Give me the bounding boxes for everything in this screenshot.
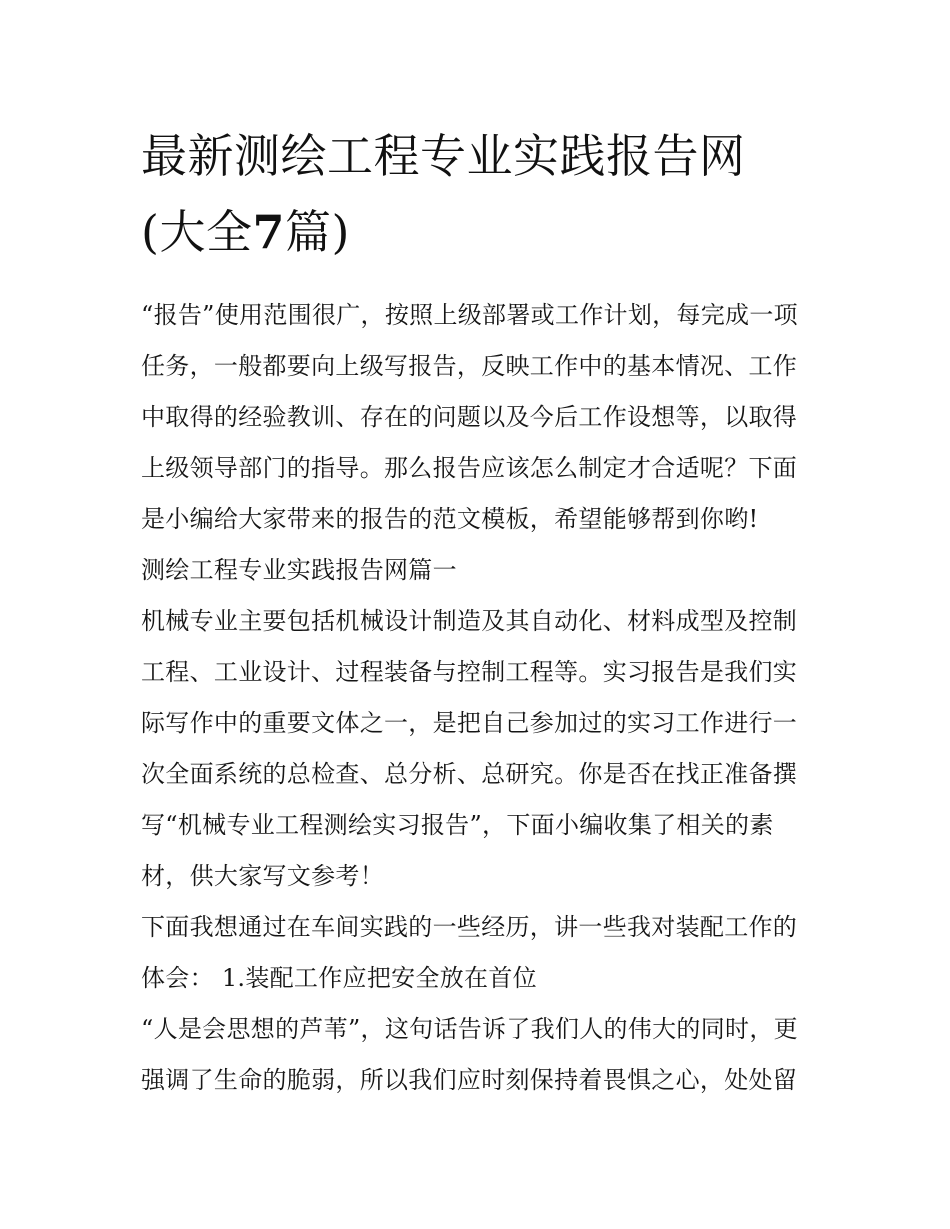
document-title [141,118,813,270]
intro-line: 中取得的经验教训、存在的问题以及今后工作设想等，以取得 [141,403,798,431]
document-content [141,118,813,1106]
paragraph-line: “人是会思想的芦苇”，这句话告诉了我们人的伟大的同时，更 [141,1015,798,1043]
section-heading [141,545,813,596]
intro-line: 任务，一般都要向上级写报告，反映工作中的基本情况、工作 [141,352,798,380]
section-heading-text: 测绘工程专业实践报告网篇一 [141,556,457,584]
body-paragraph-3 [141,1004,813,1106]
paragraph-line: 材，供大家写文参考！ [141,862,384,890]
paragraph-line: 次全面系统的总检查、总分析、总研究。你是否在找正准备撰 [141,760,798,788]
document-body [141,290,813,1106]
paragraph-line: 工程、工业设计、过程装备与控制工程等。实习报告是我们实 [141,658,798,686]
paragraph-line: 写“机械专业工程测绘实习报告”，下面小编收集了相关的素 [141,811,774,839]
intro-line: 是小编给大家带来的报告的范文模板，希望能够帮到你哟! [141,505,759,533]
paragraph-line: 机械专业主要包括机械设计制造及其自动化、材料成型及控制 [141,607,798,635]
intro-line: 上级领导部门的指导。那么报告应该怎么制定才合适呢？下面 [141,454,798,482]
title-line-2-prefix: (大全 [141,205,253,259]
paragraph-line: 强调了生命的脆弱，所以我们应时刻保持着畏惧之心，处处留 [141,1066,798,1094]
body-paragraph-2 [141,902,813,1004]
intro-paragraph [141,290,813,545]
title-line-1: 最新测绘工程专业实践报告网 [141,129,746,183]
intro-line: “报告”使用范围很广，按照上级部署或工作计划，每完成一项 [141,301,798,329]
title-line-2 [141,194,813,270]
title-count: 7 [252,205,285,259]
paragraph-line: 际写作中的重要文体之一，是把自己参加过的实习工作进行一 [141,709,798,737]
paragraph-line: 体会： 1.装配工作应把安全放在首位 [141,964,537,992]
paragraph-line: 下面我想通过在车间实践的一些经历，讲一些我对装配工作的 [141,913,798,941]
body-paragraph-1 [141,596,813,902]
title-line-2-suffix: 篇) [284,205,350,259]
